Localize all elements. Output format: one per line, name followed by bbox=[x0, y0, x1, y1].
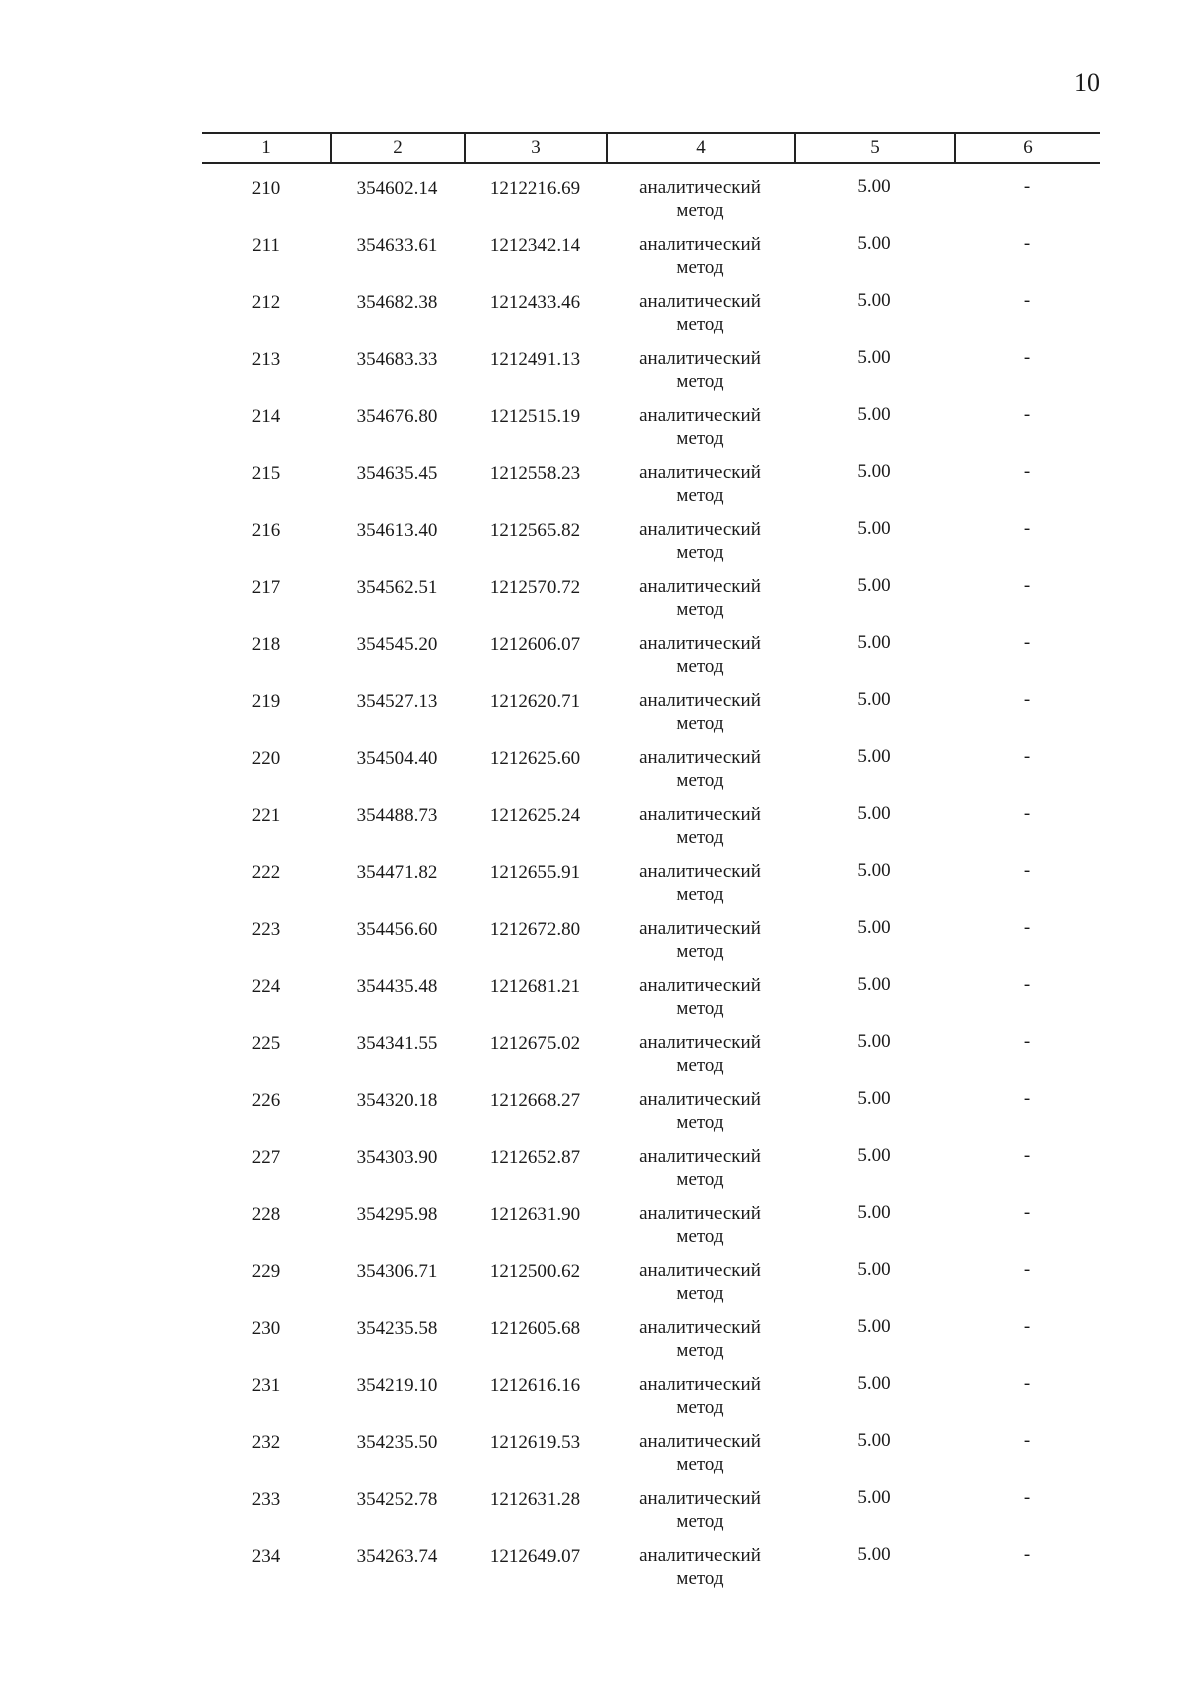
x-coordinate-cell: 354235.50 bbox=[356, 1432, 438, 1453]
method-line-2: метод bbox=[676, 1568, 724, 1589]
accuracy-value-cell: 5.00 bbox=[857, 917, 891, 938]
column-header-2: 2 bbox=[330, 134, 464, 162]
x-coordinate-cell: 354435.48 bbox=[356, 976, 438, 997]
accuracy-value-cell: 5.00 bbox=[857, 974, 891, 995]
method-line-2: метод bbox=[676, 314, 724, 335]
method-cell bbox=[606, 860, 794, 906]
note-cell: - bbox=[1023, 689, 1031, 710]
method-line-2: метод bbox=[676, 1112, 724, 1133]
x-coordinate-cell: 354545.20 bbox=[356, 634, 438, 655]
column-header-6: 6 bbox=[954, 134, 1100, 162]
coordinates-table bbox=[202, 132, 1100, 1589]
x-coordinate-cell: 354562.51 bbox=[356, 577, 438, 598]
method-line-2: метод bbox=[676, 1226, 724, 1247]
point-number-cell: 228 bbox=[251, 1204, 281, 1225]
accuracy-value-cell: 5.00 bbox=[857, 1259, 891, 1280]
table-row bbox=[202, 734, 1100, 791]
method-line-1: аналитический bbox=[639, 1431, 761, 1452]
method-line-1: аналитический bbox=[639, 1032, 761, 1053]
point-number-cell: 215 bbox=[251, 463, 281, 484]
y-coordinate-cell: 1212620.71 bbox=[489, 691, 581, 712]
method-cell bbox=[606, 803, 794, 849]
y-coordinate-cell: 1212675.02 bbox=[489, 1033, 581, 1054]
method-line-1: аналитический bbox=[639, 1317, 761, 1338]
table-row bbox=[202, 1076, 1100, 1133]
method-line-2: метод bbox=[676, 1511, 724, 1532]
table-row bbox=[202, 1247, 1100, 1304]
method-line-1: аналитический bbox=[639, 975, 761, 996]
method-line-2: метод bbox=[676, 542, 724, 563]
method-cell bbox=[606, 1373, 794, 1419]
method-cell bbox=[606, 917, 794, 963]
method-line-2: метод bbox=[676, 713, 724, 734]
y-coordinate-cell: 1212491.13 bbox=[489, 349, 581, 370]
point-number-cell: 216 bbox=[251, 520, 281, 541]
note-cell: - bbox=[1023, 1031, 1031, 1052]
note-cell: - bbox=[1023, 803, 1031, 824]
method-line-1: аналитический bbox=[639, 462, 761, 483]
accuracy-value-cell: 5.00 bbox=[857, 1088, 891, 1109]
y-coordinate-cell: 1212672.80 bbox=[489, 919, 581, 940]
table-row bbox=[202, 791, 1100, 848]
accuracy-value-cell: 5.00 bbox=[857, 1373, 891, 1394]
y-coordinate-cell: 1212625.60 bbox=[489, 748, 581, 769]
table-row bbox=[202, 563, 1100, 620]
x-coordinate-cell: 354635.45 bbox=[356, 463, 438, 484]
note-cell: - bbox=[1023, 404, 1031, 425]
accuracy-value-cell: 5.00 bbox=[857, 1316, 891, 1337]
y-coordinate-cell: 1212619.53 bbox=[489, 1432, 581, 1453]
x-coordinate-cell: 354602.14 bbox=[356, 178, 438, 199]
method-line-1: аналитический bbox=[639, 918, 761, 939]
point-number-cell: 222 bbox=[251, 862, 281, 883]
accuracy-value-cell: 5.00 bbox=[857, 803, 891, 824]
point-number-cell: 223 bbox=[251, 919, 281, 940]
x-coordinate-cell: 354252.78 bbox=[356, 1489, 438, 1510]
method-cell bbox=[606, 632, 794, 678]
method-line-2: метод bbox=[676, 485, 724, 506]
accuracy-value-cell: 5.00 bbox=[857, 1430, 891, 1451]
method-line-1: аналитический bbox=[639, 348, 761, 369]
note-cell: - bbox=[1023, 233, 1031, 254]
accuracy-value-cell: 5.00 bbox=[857, 575, 891, 596]
y-coordinate-cell: 1212342.14 bbox=[489, 235, 581, 256]
point-number-cell: 232 bbox=[251, 1432, 281, 1453]
note-cell: - bbox=[1023, 974, 1031, 995]
method-line-2: метод bbox=[676, 1169, 724, 1190]
method-line-1: аналитический bbox=[639, 1545, 761, 1566]
point-number-cell: 224 bbox=[251, 976, 281, 997]
column-header-4: 4 bbox=[606, 134, 794, 162]
y-coordinate-cell: 1212570.72 bbox=[489, 577, 581, 598]
method-line-2: метод bbox=[676, 884, 724, 905]
note-cell: - bbox=[1023, 632, 1031, 653]
x-coordinate-cell: 354263.74 bbox=[356, 1546, 438, 1567]
method-cell bbox=[606, 461, 794, 507]
accuracy-value-cell: 5.00 bbox=[857, 1202, 891, 1223]
table-row bbox=[202, 221, 1100, 278]
y-coordinate-cell: 1212216.69 bbox=[489, 178, 581, 199]
table-row bbox=[202, 1190, 1100, 1247]
method-cell bbox=[606, 518, 794, 564]
note-cell: - bbox=[1023, 1145, 1031, 1166]
table-body bbox=[202, 164, 1100, 1589]
table-row bbox=[202, 1133, 1100, 1190]
method-line-2: метод bbox=[676, 1283, 724, 1304]
x-coordinate-cell: 354682.38 bbox=[356, 292, 438, 313]
accuracy-value-cell: 5.00 bbox=[857, 176, 891, 197]
method-line-1: аналитический bbox=[639, 690, 761, 711]
method-line-1: аналитический bbox=[639, 1260, 761, 1281]
y-coordinate-cell: 1212668.27 bbox=[489, 1090, 581, 1111]
accuracy-value-cell: 5.00 bbox=[857, 1487, 891, 1508]
y-coordinate-cell: 1212565.82 bbox=[489, 520, 581, 541]
y-coordinate-cell: 1212515.19 bbox=[489, 406, 581, 427]
point-number-cell: 212 bbox=[251, 292, 281, 313]
method-cell bbox=[606, 575, 794, 621]
page-number: 10 bbox=[1074, 68, 1100, 97]
method-line-2: метод bbox=[676, 599, 724, 620]
method-line-2: метод bbox=[676, 371, 724, 392]
x-coordinate-cell: 354235.58 bbox=[356, 1318, 438, 1339]
method-line-2: метод bbox=[676, 770, 724, 791]
table-row bbox=[202, 1418, 1100, 1475]
x-coordinate-cell: 354320.18 bbox=[356, 1090, 438, 1111]
y-coordinate-cell: 1212681.21 bbox=[489, 976, 581, 997]
table-row bbox=[202, 962, 1100, 1019]
method-line-2: метод bbox=[676, 827, 724, 848]
x-coordinate-cell: 354527.13 bbox=[356, 691, 438, 712]
column-header-3: 3 bbox=[464, 134, 606, 162]
method-cell bbox=[606, 1259, 794, 1305]
method-cell bbox=[606, 1544, 794, 1590]
method-line-1: аналитический bbox=[639, 234, 761, 255]
accuracy-value-cell: 5.00 bbox=[857, 860, 891, 881]
method-cell bbox=[606, 1202, 794, 1248]
note-cell: - bbox=[1023, 176, 1031, 197]
point-number-cell: 210 bbox=[251, 178, 281, 199]
accuracy-value-cell: 5.00 bbox=[857, 347, 891, 368]
note-cell: - bbox=[1023, 1373, 1031, 1394]
point-number-cell: 219 bbox=[251, 691, 281, 712]
table-row bbox=[202, 620, 1100, 677]
table-row bbox=[202, 506, 1100, 563]
y-coordinate-cell: 1212558.23 bbox=[489, 463, 581, 484]
note-cell: - bbox=[1023, 1430, 1031, 1451]
y-coordinate-cell: 1212433.46 bbox=[489, 292, 581, 313]
point-number-cell: 221 bbox=[251, 805, 281, 826]
method-cell bbox=[606, 233, 794, 279]
note-cell: - bbox=[1023, 1259, 1031, 1280]
accuracy-value-cell: 5.00 bbox=[857, 290, 891, 311]
point-number-cell: 211 bbox=[252, 235, 280, 256]
method-line-2: метод bbox=[676, 998, 724, 1019]
table-row bbox=[202, 164, 1100, 221]
y-coordinate-cell: 1212625.24 bbox=[489, 805, 581, 826]
accuracy-value-cell: 5.00 bbox=[857, 689, 891, 710]
method-line-2: метод bbox=[676, 656, 724, 677]
y-coordinate-cell: 1212606.07 bbox=[489, 634, 581, 655]
accuracy-value-cell: 5.00 bbox=[857, 518, 891, 539]
point-number-cell: 217 bbox=[251, 577, 281, 598]
note-cell: - bbox=[1023, 518, 1031, 539]
column-header-1: 1 bbox=[261, 137, 271, 158]
method-cell bbox=[606, 746, 794, 792]
method-line-2: метод bbox=[676, 200, 724, 221]
table-row bbox=[202, 848, 1100, 905]
method-cell bbox=[606, 1430, 794, 1476]
accuracy-value-cell: 5.00 bbox=[857, 461, 891, 482]
method-cell bbox=[606, 404, 794, 450]
x-coordinate-cell: 354613.40 bbox=[356, 520, 438, 541]
accuracy-value-cell: 5.00 bbox=[857, 1145, 891, 1166]
method-line-1: аналитический bbox=[639, 1374, 761, 1395]
accuracy-value-cell: 5.00 bbox=[857, 233, 891, 254]
table-row bbox=[202, 392, 1100, 449]
point-number-cell: 227 bbox=[251, 1147, 281, 1168]
method-line-1: аналитический bbox=[639, 405, 761, 426]
table-row bbox=[202, 449, 1100, 506]
y-coordinate-cell: 1212616.16 bbox=[489, 1375, 581, 1396]
point-number-cell: 230 bbox=[251, 1318, 281, 1339]
method-line-1: аналитический bbox=[639, 519, 761, 540]
point-number-cell: 220 bbox=[251, 748, 281, 769]
method-line-2: метод bbox=[676, 941, 724, 962]
method-cell bbox=[606, 1487, 794, 1533]
point-number-cell: 226 bbox=[251, 1090, 281, 1111]
note-cell: - bbox=[1023, 917, 1031, 938]
accuracy-value-cell: 5.00 bbox=[857, 632, 891, 653]
accuracy-value-cell: 5.00 bbox=[857, 746, 891, 767]
note-cell: - bbox=[1023, 461, 1031, 482]
note-cell: - bbox=[1023, 1202, 1031, 1223]
method-line-1: аналитический bbox=[639, 1146, 761, 1167]
method-line-1: аналитический bbox=[639, 633, 761, 654]
point-number-cell: 213 bbox=[251, 349, 281, 370]
method-line-2: метод bbox=[676, 257, 724, 278]
x-coordinate-cell: 354471.82 bbox=[356, 862, 438, 883]
method-line-2: метод bbox=[676, 1055, 724, 1076]
point-number-cell: 229 bbox=[251, 1261, 281, 1282]
x-coordinate-cell: 354633.61 bbox=[356, 235, 438, 256]
method-cell bbox=[606, 290, 794, 336]
method-line-1: аналитический bbox=[639, 1203, 761, 1224]
method-cell bbox=[606, 347, 794, 393]
note-cell: - bbox=[1023, 575, 1031, 596]
x-coordinate-cell: 354303.90 bbox=[356, 1147, 438, 1168]
y-coordinate-cell: 1212655.91 bbox=[489, 862, 581, 883]
note-cell: - bbox=[1023, 1088, 1031, 1109]
table-row bbox=[202, 1475, 1100, 1532]
point-number-cell: 214 bbox=[251, 406, 281, 427]
table-row bbox=[202, 1304, 1100, 1361]
table-row bbox=[202, 1532, 1100, 1589]
table-row bbox=[202, 278, 1100, 335]
method-line-1: аналитический bbox=[639, 747, 761, 768]
point-number-cell: 234 bbox=[251, 1546, 281, 1567]
x-coordinate-cell: 354219.10 bbox=[356, 1375, 438, 1396]
point-number-cell: 233 bbox=[251, 1489, 281, 1510]
point-number-cell: 225 bbox=[251, 1033, 281, 1054]
x-coordinate-cell: 354676.80 bbox=[356, 406, 438, 427]
point-number-cell: 231 bbox=[251, 1375, 281, 1396]
method-cell bbox=[606, 1088, 794, 1134]
accuracy-value-cell: 5.00 bbox=[857, 1544, 891, 1565]
y-coordinate-cell: 1212631.90 bbox=[489, 1204, 581, 1225]
x-coordinate-cell: 354456.60 bbox=[356, 919, 438, 940]
x-coordinate-cell: 354295.98 bbox=[356, 1204, 438, 1225]
table-header-row bbox=[202, 132, 1100, 164]
y-coordinate-cell: 1212500.62 bbox=[489, 1261, 581, 1282]
x-coordinate-cell: 354306.71 bbox=[356, 1261, 438, 1282]
method-line-2: метод bbox=[676, 428, 724, 449]
method-line-2: метод bbox=[676, 1454, 724, 1475]
y-coordinate-cell: 1212652.87 bbox=[489, 1147, 581, 1168]
method-cell bbox=[606, 1031, 794, 1077]
method-cell bbox=[606, 689, 794, 735]
method-line-1: аналитический bbox=[639, 1488, 761, 1509]
table-row bbox=[202, 905, 1100, 962]
method-line-1: аналитический bbox=[639, 291, 761, 312]
method-line-1: аналитический bbox=[639, 861, 761, 882]
method-line-2: метод bbox=[676, 1340, 724, 1361]
method-cell bbox=[606, 974, 794, 1020]
method-line-1: аналитический bbox=[639, 177, 761, 198]
y-coordinate-cell: 1212631.28 bbox=[489, 1489, 581, 1510]
table-row bbox=[202, 335, 1100, 392]
y-coordinate-cell: 1212605.68 bbox=[489, 1318, 581, 1339]
method-line-2: метод bbox=[676, 1397, 724, 1418]
method-line-1: аналитический bbox=[639, 804, 761, 825]
column-header-5: 5 bbox=[794, 134, 954, 162]
table-row bbox=[202, 1361, 1100, 1418]
method-line-1: аналитический bbox=[639, 1089, 761, 1110]
table-row bbox=[202, 1019, 1100, 1076]
note-cell: - bbox=[1023, 1487, 1031, 1508]
method-cell bbox=[606, 1316, 794, 1362]
note-cell: - bbox=[1023, 746, 1031, 767]
table-row bbox=[202, 677, 1100, 734]
method-line-1: аналитический bbox=[639, 576, 761, 597]
accuracy-value-cell: 5.00 bbox=[857, 404, 891, 425]
note-cell: - bbox=[1023, 1316, 1031, 1337]
method-cell bbox=[606, 176, 794, 222]
y-coordinate-cell: 1212649.07 bbox=[489, 1546, 581, 1567]
x-coordinate-cell: 354341.55 bbox=[356, 1033, 438, 1054]
point-number-cell: 218 bbox=[251, 634, 281, 655]
note-cell: - bbox=[1023, 290, 1031, 311]
note-cell: - bbox=[1023, 1544, 1031, 1565]
x-coordinate-cell: 354488.73 bbox=[356, 805, 438, 826]
note-cell: - bbox=[1023, 347, 1031, 368]
x-coordinate-cell: 354683.33 bbox=[356, 349, 438, 370]
note-cell: - bbox=[1023, 860, 1031, 881]
method-cell bbox=[606, 1145, 794, 1191]
x-coordinate-cell: 354504.40 bbox=[356, 748, 438, 769]
accuracy-value-cell: 5.00 bbox=[857, 1031, 891, 1052]
